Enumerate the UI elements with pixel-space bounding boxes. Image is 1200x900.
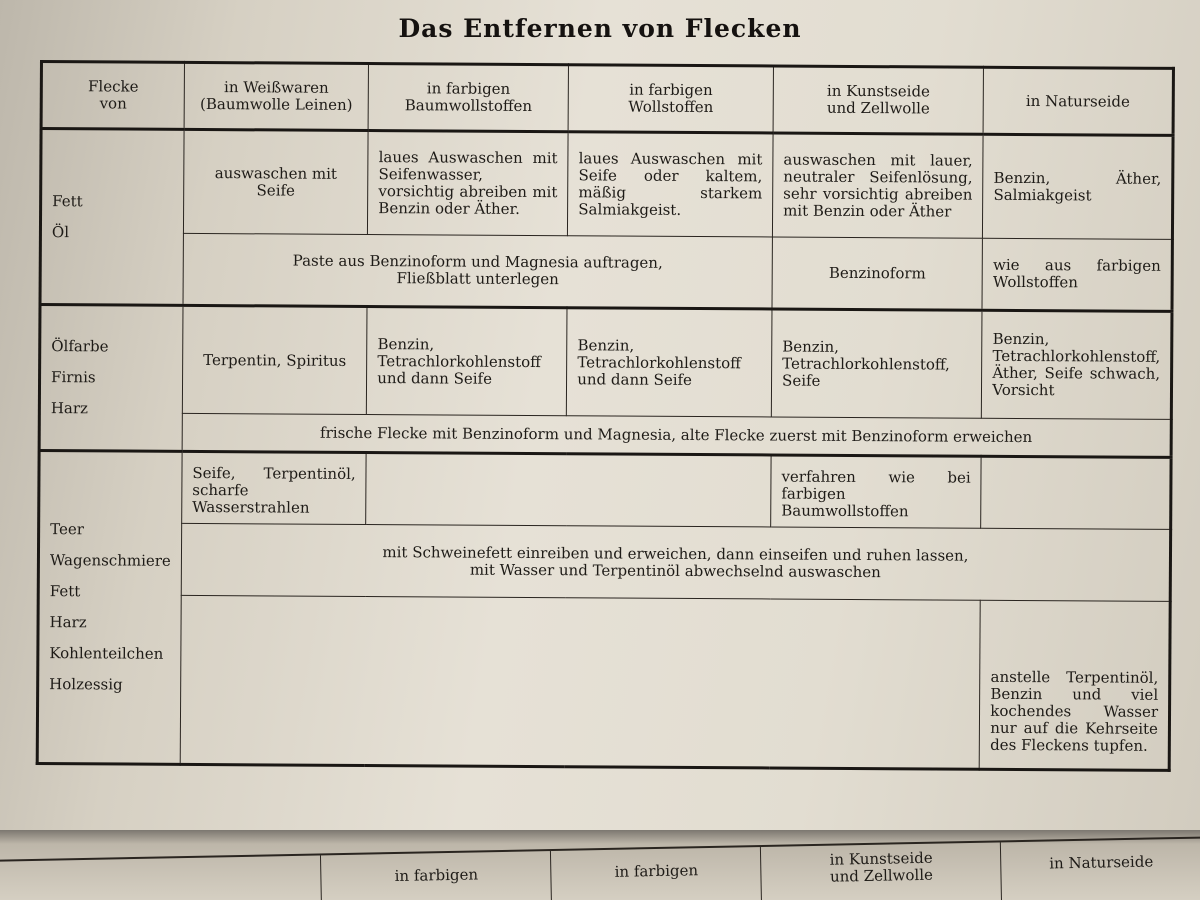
- cell-farbe-kunstseide: Benzin, Tetrachlorkohlenstoff, Seife: [771, 309, 982, 418]
- page-title: Das Entfernen von Flecken: [398, 14, 802, 43]
- cell-teer-blank: [180, 595, 980, 769]
- cell-fett-alt-naturseide: wie aus farbigen Wollstoffen: [982, 238, 1172, 311]
- cell-teer-empty: [366, 453, 771, 527]
- table-row: [38, 523, 1170, 602]
- stain-removal-table: [36, 60, 1175, 772]
- cell-farbe-weisswaren: Terpentin, Spiritus: [182, 305, 367, 414]
- table-row: [37, 594, 1170, 770]
- table-row: [40, 233, 1172, 312]
- next-header-baumwolle: in farbigen: [320, 851, 553, 900]
- cell-teer-naturseide-empty: [981, 456, 1171, 529]
- cell-farbe-wolle: Benzin, Tetrachlorkohlenstoff und dann Seife: [567, 308, 772, 417]
- next-header-wolle: in farbigen: [550, 847, 763, 900]
- header-baumwolle: in farbigen Baumwollstoffen: [368, 64, 568, 132]
- header-stain: Flecke von: [41, 62, 184, 130]
- cell-farbe-alt-span: frische Flecke mit Benzinoform und Magnesia, alte Flecke zuerst mit Benzinoform erweichen: [182, 413, 1171, 457]
- cell-teer-alt-span: mit Schweinefett einreiben und erweichen, dann einseifen und ruhen lassen, mit Wasser und Terpentinöl abwechselnd auswaschen: [181, 523, 1171, 601]
- cell-fett-baumwolle: laues Auswaschen mit Seifenwasser, vorsichtig abreiben mit Benzin oder Äther.: [368, 131, 569, 236]
- cell-fett-alt-kunstseide: Benzinoform: [772, 237, 983, 310]
- next-page-table: [0, 836, 1200, 900]
- cell-farbe-naturseide: Benzin, Tetrachlorkohlenstoff, Äther, Seife schwach, Vorsicht: [982, 310, 1172, 419]
- header-weisswaren: in Weißwaren (Baumwolle Leinen): [184, 62, 369, 130]
- cell-teer-kunstseide: verfahren wie bei farbigen Baumwollstoffen: [771, 455, 982, 528]
- header-row: [41, 62, 1173, 136]
- cell-teer-naturseide: anstelle Terpentinöl, Benzin und viel kochendes Wasser nur auf die Kehrseite des Fleckens tupfen.: [979, 600, 1170, 770]
- next-header-kunstseide: in Kunstseide und Zellwolle: [760, 842, 1003, 900]
- header-kunstseide: in Kunstseide und Zellwolle: [773, 66, 984, 134]
- table-row: [39, 451, 1171, 530]
- table-row: [39, 305, 1172, 420]
- cell-fett-naturseide: Benzin, Äther, Salmiakgeist: [983, 134, 1173, 239]
- cell-teer-weisswaren: Seife, Terpentinöl, scharfe Wasserstrahlen: [182, 451, 367, 524]
- cell-fett-wolle: laues Auswaschen mit Seife oder kaltem, mäßig starkem Salmiakgeist.: [568, 132, 773, 237]
- header-wolle: in farbigen Wollstoffen: [568, 65, 773, 133]
- stain-group-farbe: Ölfarbe Firnis Harz: [39, 305, 183, 452]
- stain-group-fett: Fett Öl: [40, 129, 184, 306]
- stain-group-teer: Teer Wagenschmiere Fett Harz Kohlenteilchen Holzessig: [37, 451, 182, 765]
- cell-fett-kunstseide: auswaschen mit lauer, neutraler Seifenlösung, sehr vorsichtig abreiben mit Benzin oder Äther: [772, 133, 983, 238]
- cell-fett-weisswaren: auswaschen mit Seife: [183, 129, 368, 234]
- next-header-naturseide: in Naturseide: [1000, 839, 1200, 900]
- cell-farbe-baumwolle: Benzin, Tetrachlorkohlenstoff und dann Seife: [367, 307, 568, 416]
- header-naturseide: in Naturseide: [983, 67, 1173, 135]
- cell-fett-alt-span: Paste aus Benzinoform und Magnesia auftragen, Fließblatt unterlegen: [183, 233, 773, 309]
- next-page-edge: [0, 830, 1200, 900]
- table-row: [40, 129, 1173, 240]
